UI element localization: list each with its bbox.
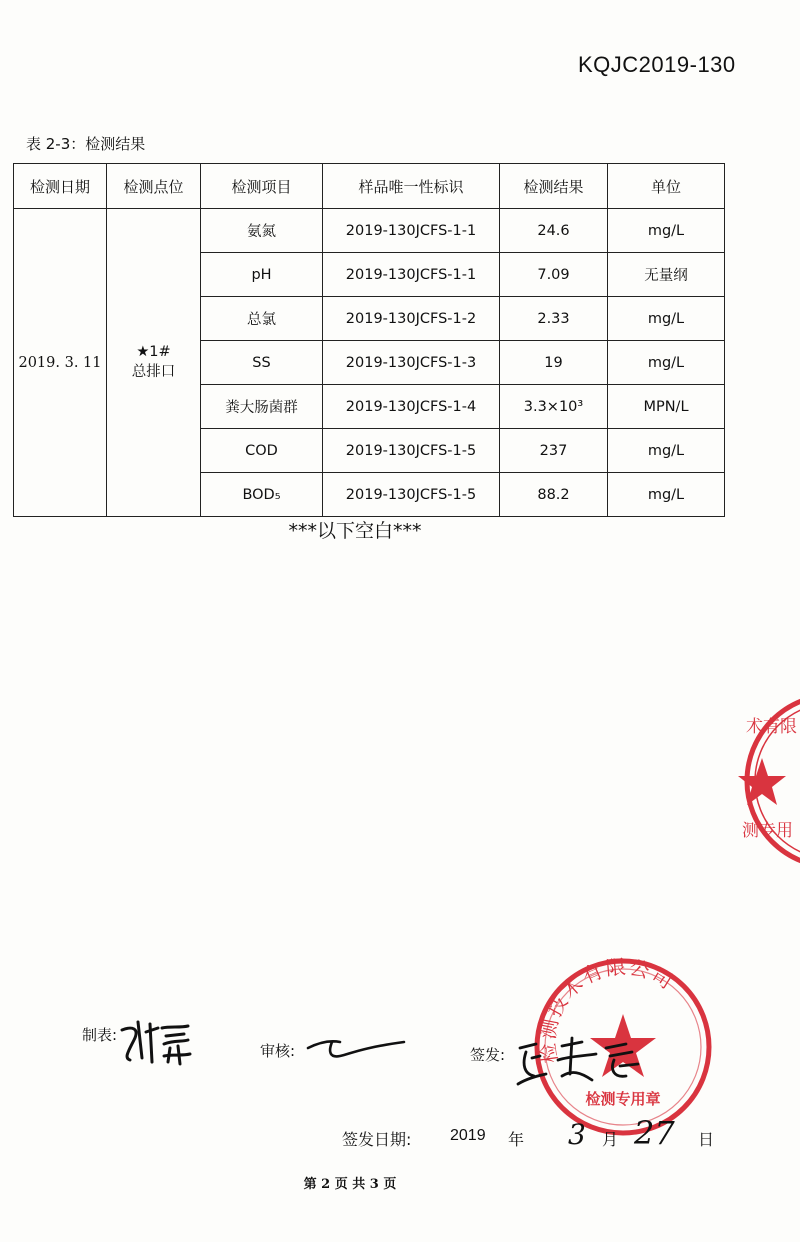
cell-result: 19 — [500, 341, 608, 385]
cell-sample-id: 2019-130JCFS-1-1 — [323, 253, 500, 297]
edge-stamp-text-top: 术有限 — [746, 717, 797, 737]
point-name: 总排口 — [131, 364, 176, 380]
page-footer: 第 2 页 共 3 页 — [303, 1177, 397, 1192]
table-header-row — [14, 164, 725, 209]
cell-sample-id: 2019-130JCFS-1-4 — [323, 385, 500, 429]
header-result: 检测结果 — [500, 164, 608, 209]
cell-result: 237 — [500, 429, 608, 473]
cell-result: 3.3×10³ — [500, 385, 608, 429]
cell-result: 88.2 — [500, 473, 608, 517]
prepared-by-label: 制表: — [82, 1026, 118, 1044]
issue-date-month-unit: 月 — [602, 1130, 619, 1149]
issue-date-year-unit: 年 — [508, 1130, 525, 1149]
prepared-by-signature — [118, 1010, 198, 1070]
table-caption: 表 2-3：检测结果 — [26, 135, 146, 153]
cell-unit: mg/L — [608, 209, 725, 253]
cell-unit: mg/L — [608, 473, 725, 517]
cell-sample-id: 2019-130JCFS-1-2 — [323, 297, 500, 341]
reviewed-by-label: 审核: — [260, 1042, 296, 1060]
cell-item: 总氯 — [201, 297, 323, 341]
cell-point — [107, 209, 201, 517]
cell-item: pH — [201, 253, 323, 297]
cell-item: 氨氮 — [201, 209, 323, 253]
cell-sample-id: 2019-130JCFS-1-1 — [323, 209, 500, 253]
header-item: 检测项目 — [201, 164, 323, 209]
cell-item: BOD₅ — [201, 473, 323, 517]
blank-note: ***以下空白*** — [288, 520, 422, 542]
seal-bottom-text: 检测专用章 — [585, 1090, 661, 1108]
issue-date-label: 签发日期: — [342, 1130, 412, 1149]
cell-sample-id: 2019-130JCFS-1-5 — [323, 473, 500, 517]
cell-item: COD — [201, 429, 323, 473]
edge-stamp-star-icon — [738, 758, 786, 805]
cell-result: 2.33 — [500, 297, 608, 341]
point-star: ★1# — [136, 344, 171, 360]
issued-by-label: 签发: — [470, 1046, 506, 1064]
cell-unit: mg/L — [608, 341, 725, 385]
issue-date-day-unit: 日 — [698, 1130, 715, 1149]
cell-unit: MPN/L — [608, 385, 725, 429]
edge-stamp-text-bottom: 测专用 — [742, 821, 793, 841]
issue-date-day: 27 — [634, 1114, 675, 1152]
cell-sample-id: 2019-130JCFS-1-5 — [323, 429, 500, 473]
cell-unit: mg/L — [608, 297, 725, 341]
reviewed-by-signature — [300, 1028, 410, 1068]
cell-unit: 无量纲 — [608, 253, 725, 297]
issued-by-signature — [510, 1030, 650, 1090]
cell-unit: mg/L — [608, 429, 725, 473]
cell-item: 粪大肠菌群 — [201, 385, 323, 429]
header-point: 检测点位 — [107, 164, 201, 209]
header-unit: 单位 — [608, 164, 725, 209]
header-date: 检测日期 — [14, 164, 107, 209]
issue-date-year: 2019 — [450, 1127, 486, 1144]
cell-date: 2019. 3. 11 — [14, 209, 107, 517]
cell-result: 24.6 — [500, 209, 608, 253]
cell-result: 7.09 — [500, 253, 608, 297]
seal-text: 检测技术有限公司 — [535, 954, 679, 1065]
results-table — [13, 163, 725, 517]
header-sample-id: 样品唯一性标识 — [323, 164, 500, 209]
issue-date-month: 3 — [568, 1118, 586, 1151]
cell-item: SS — [201, 341, 323, 385]
table-row — [14, 209, 725, 253]
edge-stamp — [738, 688, 800, 874]
cell-sample-id: 2019-130JCFS-1-3 — [323, 341, 500, 385]
document-code: KQJC2019-130 — [578, 52, 736, 77]
